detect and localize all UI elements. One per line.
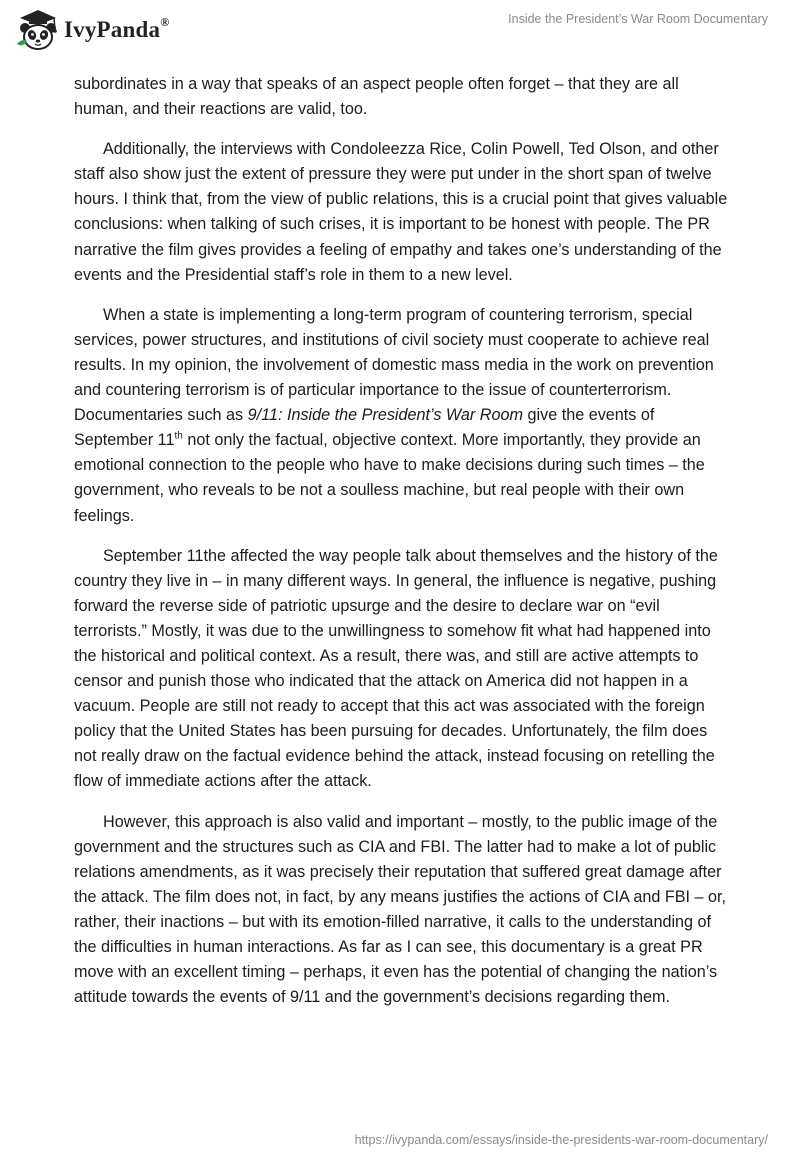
paragraph-3: When a state is implementing a long-term program of countering terrorism, special services, power structures, and institutions of civil society must cooperate to achieve real results. In my opinion, the involvement of domestic mass media in the work on prevention and countering terrorism is of particular importance to the issue of counterterrorism. Documentaries such as 9/11: Inside the President’s War Room give the events of September 11th not only the factual, objective context. More importantly, they provide an emotional connection to the people who have to make decisions during such times – the government, who reveals to be not a soulless machine, but real people with their own feelings. xyxy=(74,305,714,525)
paragraph-5: However, this approach is also valid and important – mostly, to the public image of the government and the structures such as CIA and FBI. The latter had to make a lot of public relations amendments, as it was precisely their reputation that suffered great damage after the attack. The film does not, in fact, by any means justifies the actions of CIA and FBI – or, rather, their inactions – but with its emotion-filled narrative, it calls to the understanding of the difficulties in human interactions. As far as I can see, this documentary is a great PR move with an excellent timing – perhaps, it even has the potential of changing the nation’s attitude towards the events of 9/11 and the government’s decisions regarding them. xyxy=(74,812,727,1007)
paragraph-2: Additionally, the interviews with Condoleezza Rice, Colin Powell, Ted Olson, and other staff also show just the extent of pressure they were put under in the short span of twelve hours. I think that, from the view of public relations, this is a crucial point that gives valuable conclusions: when talking of such crises, it is important to be honest with people. The PR narrative the film gives provides a feeling of empathy and takes one’s understanding of the events and the Presidential staff’s role in them to a new level. xyxy=(74,140,728,284)
page-header xyxy=(0,0,800,70)
panda-graduate-icon xyxy=(14,8,60,52)
paragraph-4: September 11the affected the way people talk about themselves and the history of the country they live in – in many different ways. In general, the influence is negative, pushing forward the reverse side of patriotic upsurge and the desire to declare war on “evil terrorists.” Mostly, it was due to the unwillingness to somehow fit what had happened into the historical and political context. As a result, there was, and still are active attempts to censor and punish those who indicated that the attack on America did not happen in a vacuum. People are still not ready to accept that this act was associated with the foreign policy that the United States has been pursuing for decades. Unfortunately, the film does not really draw on the factual evidence behind the attack, instead focusing on retelling the flow of immediate actions after the attack. xyxy=(74,546,718,791)
source-url-link[interactable]: https://ivypanda.com/essays/inside-the-presidents-war-room-documentary/ xyxy=(354,1133,768,1147)
paragraph-1: subordinates in a way that speaks of an aspect people often forget – that they are all human, and their reactions are valid, too. xyxy=(74,75,679,119)
brand-name: IvyPanda® xyxy=(64,15,170,42)
document-title: Inside the President’s War Room Documentary xyxy=(508,12,768,26)
brand-logo[interactable] xyxy=(14,8,169,52)
film-title: 9/11: Inside the President’s War Room xyxy=(247,406,523,425)
essay-body xyxy=(74,72,734,1025)
